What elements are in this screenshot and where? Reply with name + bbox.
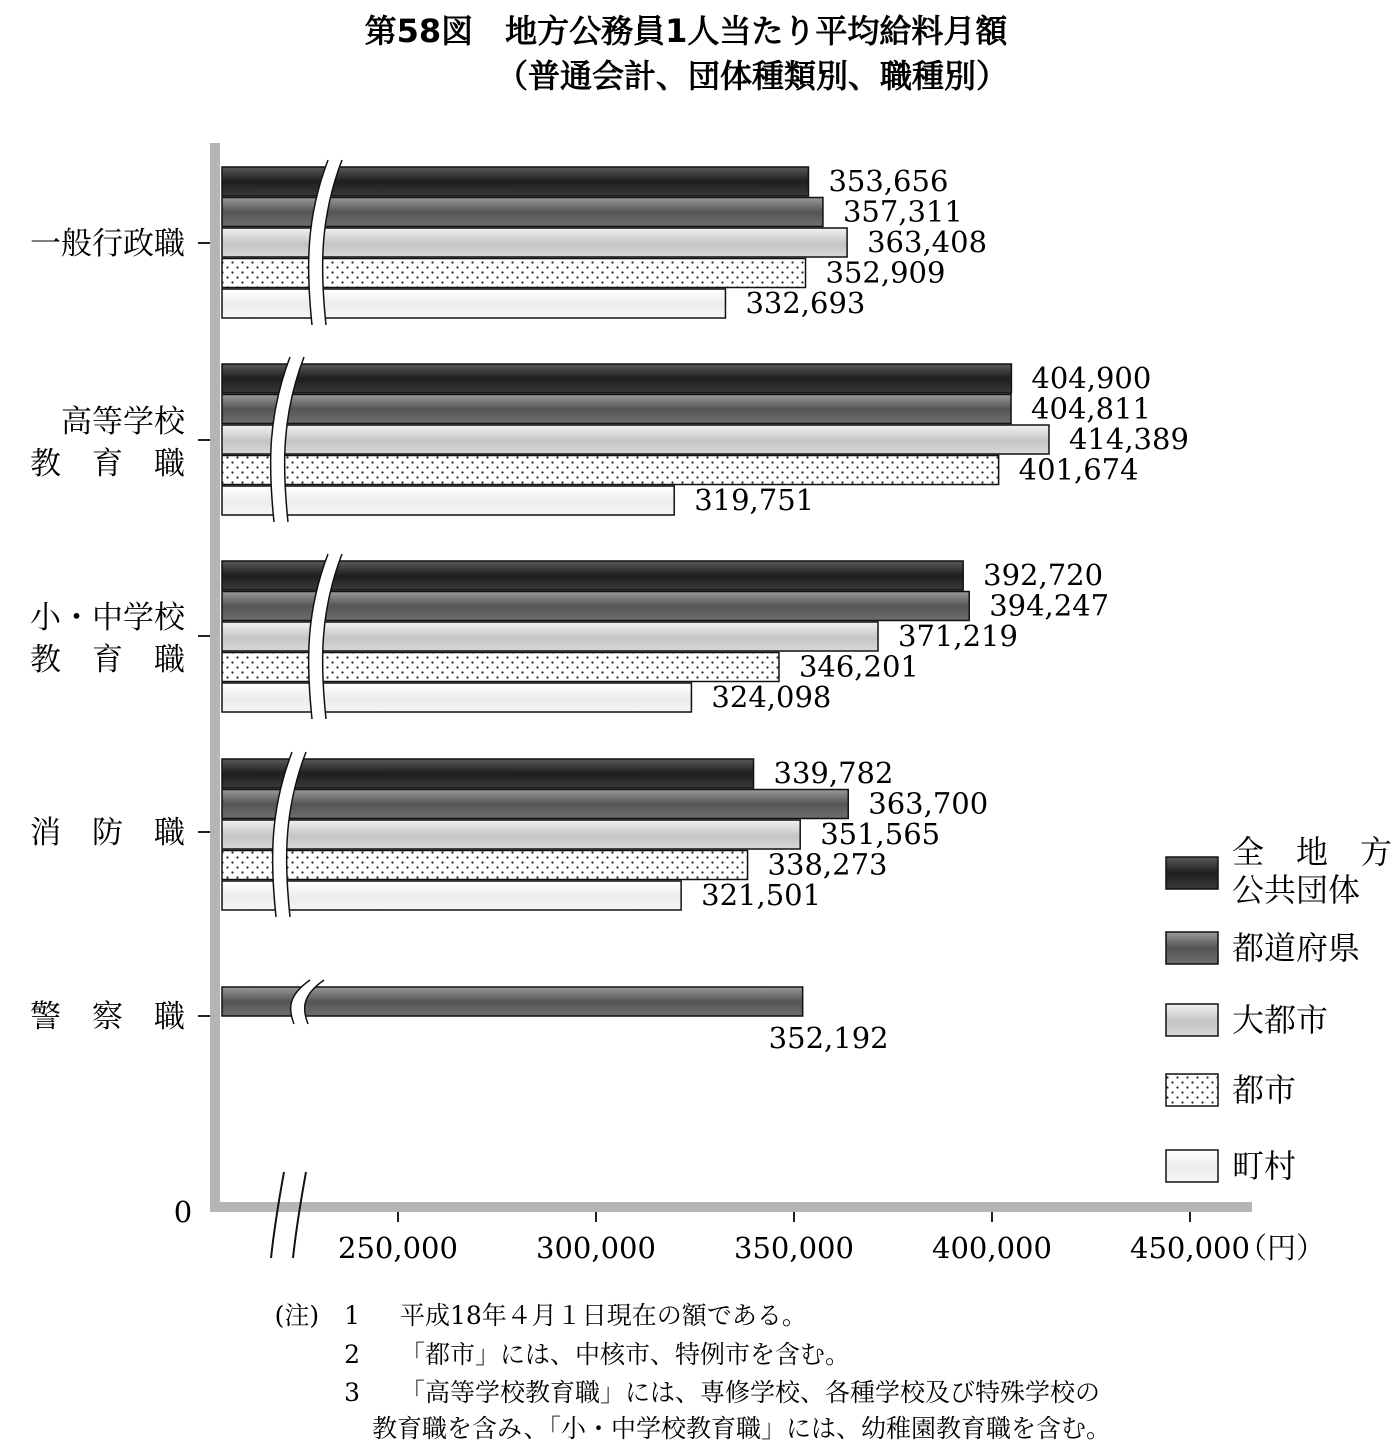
category-label: 警 察 職 xyxy=(30,999,185,1035)
legend-label: 全 地 方 xyxy=(1232,833,1393,871)
bar-町村 xyxy=(222,881,681,910)
bar-全地方公共団体 xyxy=(222,364,1011,393)
note-text: 平成18年４月１日現在の額である。 xyxy=(400,1301,807,1330)
x-tick-label: 300,000 xyxy=(536,1231,656,1265)
value-label: 404,811 xyxy=(1031,391,1151,426)
value-label: 352,192 xyxy=(768,1021,889,1055)
x-axis-break-mark xyxy=(293,1172,306,1258)
value-label: 371,219 xyxy=(898,619,1018,653)
legend-swatch-都市 xyxy=(1166,1074,1218,1106)
legend-swatch-全地方公共団体 xyxy=(1166,857,1218,889)
x-axis-line xyxy=(210,1202,1252,1212)
chart-subtitle: （普通会計、団体種類別、職種別） xyxy=(495,57,1009,95)
y-axis-line xyxy=(210,143,220,1210)
legend-label: 公共団体 xyxy=(1232,871,1361,909)
notes xyxy=(275,1301,1111,1443)
value-label: 346,201 xyxy=(798,649,919,684)
bar-都市 xyxy=(222,456,999,485)
category-label: 教 育 職 xyxy=(30,446,185,482)
value-label: 392,720 xyxy=(983,558,1104,592)
note-text: 「都市」には、中核市、特例市を含む。 xyxy=(400,1340,851,1369)
legend-swatch-大都市 xyxy=(1166,1004,1218,1036)
x-axis-break-mark xyxy=(271,1172,284,1258)
bar-町村 xyxy=(222,289,725,318)
value-label: 363,700 xyxy=(868,786,989,821)
value-label: 352,909 xyxy=(825,255,946,290)
category-label: 小・中学校 xyxy=(30,600,185,636)
chart-title: 第58図 地方公務員1人当たり平均給料月額 xyxy=(364,12,1008,50)
legend-label: 都市 xyxy=(1232,1071,1297,1109)
value-label: 339,782 xyxy=(773,756,894,790)
value-label: 357,311 xyxy=(842,194,963,229)
category-label: 一般行政職 xyxy=(30,226,185,262)
value-label: 351,565 xyxy=(820,817,941,851)
bar-都道府県 xyxy=(222,790,848,819)
x-zero-label: 0 xyxy=(173,1195,193,1229)
value-label: 394,247 xyxy=(989,588,1110,623)
category-label: 教 育 職 xyxy=(30,642,185,678)
bar-都道府県 xyxy=(222,395,1011,424)
note-number: (注) 1 xyxy=(274,1301,360,1330)
category-label: 消 防 職 xyxy=(30,815,185,851)
legend-label: 町村 xyxy=(1232,1147,1297,1185)
bar-都市 xyxy=(222,851,748,880)
bar-町村 xyxy=(222,486,674,515)
legend-swatch-都道府県 xyxy=(1166,932,1218,964)
bar-都道府県 xyxy=(222,592,969,621)
note-number: 2 xyxy=(344,1340,360,1369)
bar-大都市 xyxy=(222,820,800,849)
value-label: 401,674 xyxy=(1018,452,1139,487)
value-label: 319,751 xyxy=(694,483,815,517)
value-label: 324,098 xyxy=(711,680,832,714)
legend-label: 大都市 xyxy=(1232,1001,1329,1039)
x-tick-label: 350,000 xyxy=(734,1231,854,1265)
value-label: 338,273 xyxy=(767,847,888,882)
note-number: 3 xyxy=(344,1378,360,1407)
category-label: 高等学校 xyxy=(61,404,185,440)
x-tick-label: 400,000 xyxy=(932,1231,1052,1265)
value-label: 353,656 xyxy=(828,164,949,198)
value-label: 332,693 xyxy=(745,286,866,320)
note-text: 教育職を含み、「小・中学校教育職」には、幼稚園教育職を含む。 xyxy=(372,1414,1112,1443)
legend-swatch-町村 xyxy=(1166,1150,1218,1182)
legend xyxy=(1166,833,1392,1185)
bar-都市 xyxy=(222,653,779,682)
bar-町村 xyxy=(222,683,691,712)
legend-label: 都道府県 xyxy=(1232,929,1361,967)
value-label: 414,389 xyxy=(1068,422,1189,456)
x-tick-label: 250,000 xyxy=(338,1231,458,1265)
value-label: 321,501 xyxy=(701,878,822,912)
x-tick-label: 450,000 xyxy=(1130,1231,1250,1265)
plot-area xyxy=(30,143,1325,1265)
note-text: 「高等学校教育職」には、専修学校、各種学校及び特殊学校の xyxy=(400,1378,1101,1407)
value-label: 404,900 xyxy=(1031,361,1152,395)
x-axis-unit: （円） xyxy=(1238,1231,1326,1265)
value-label: 363,408 xyxy=(867,225,988,259)
bar-全地方公共団体 xyxy=(222,167,808,196)
bar-大都市 xyxy=(222,425,1049,454)
